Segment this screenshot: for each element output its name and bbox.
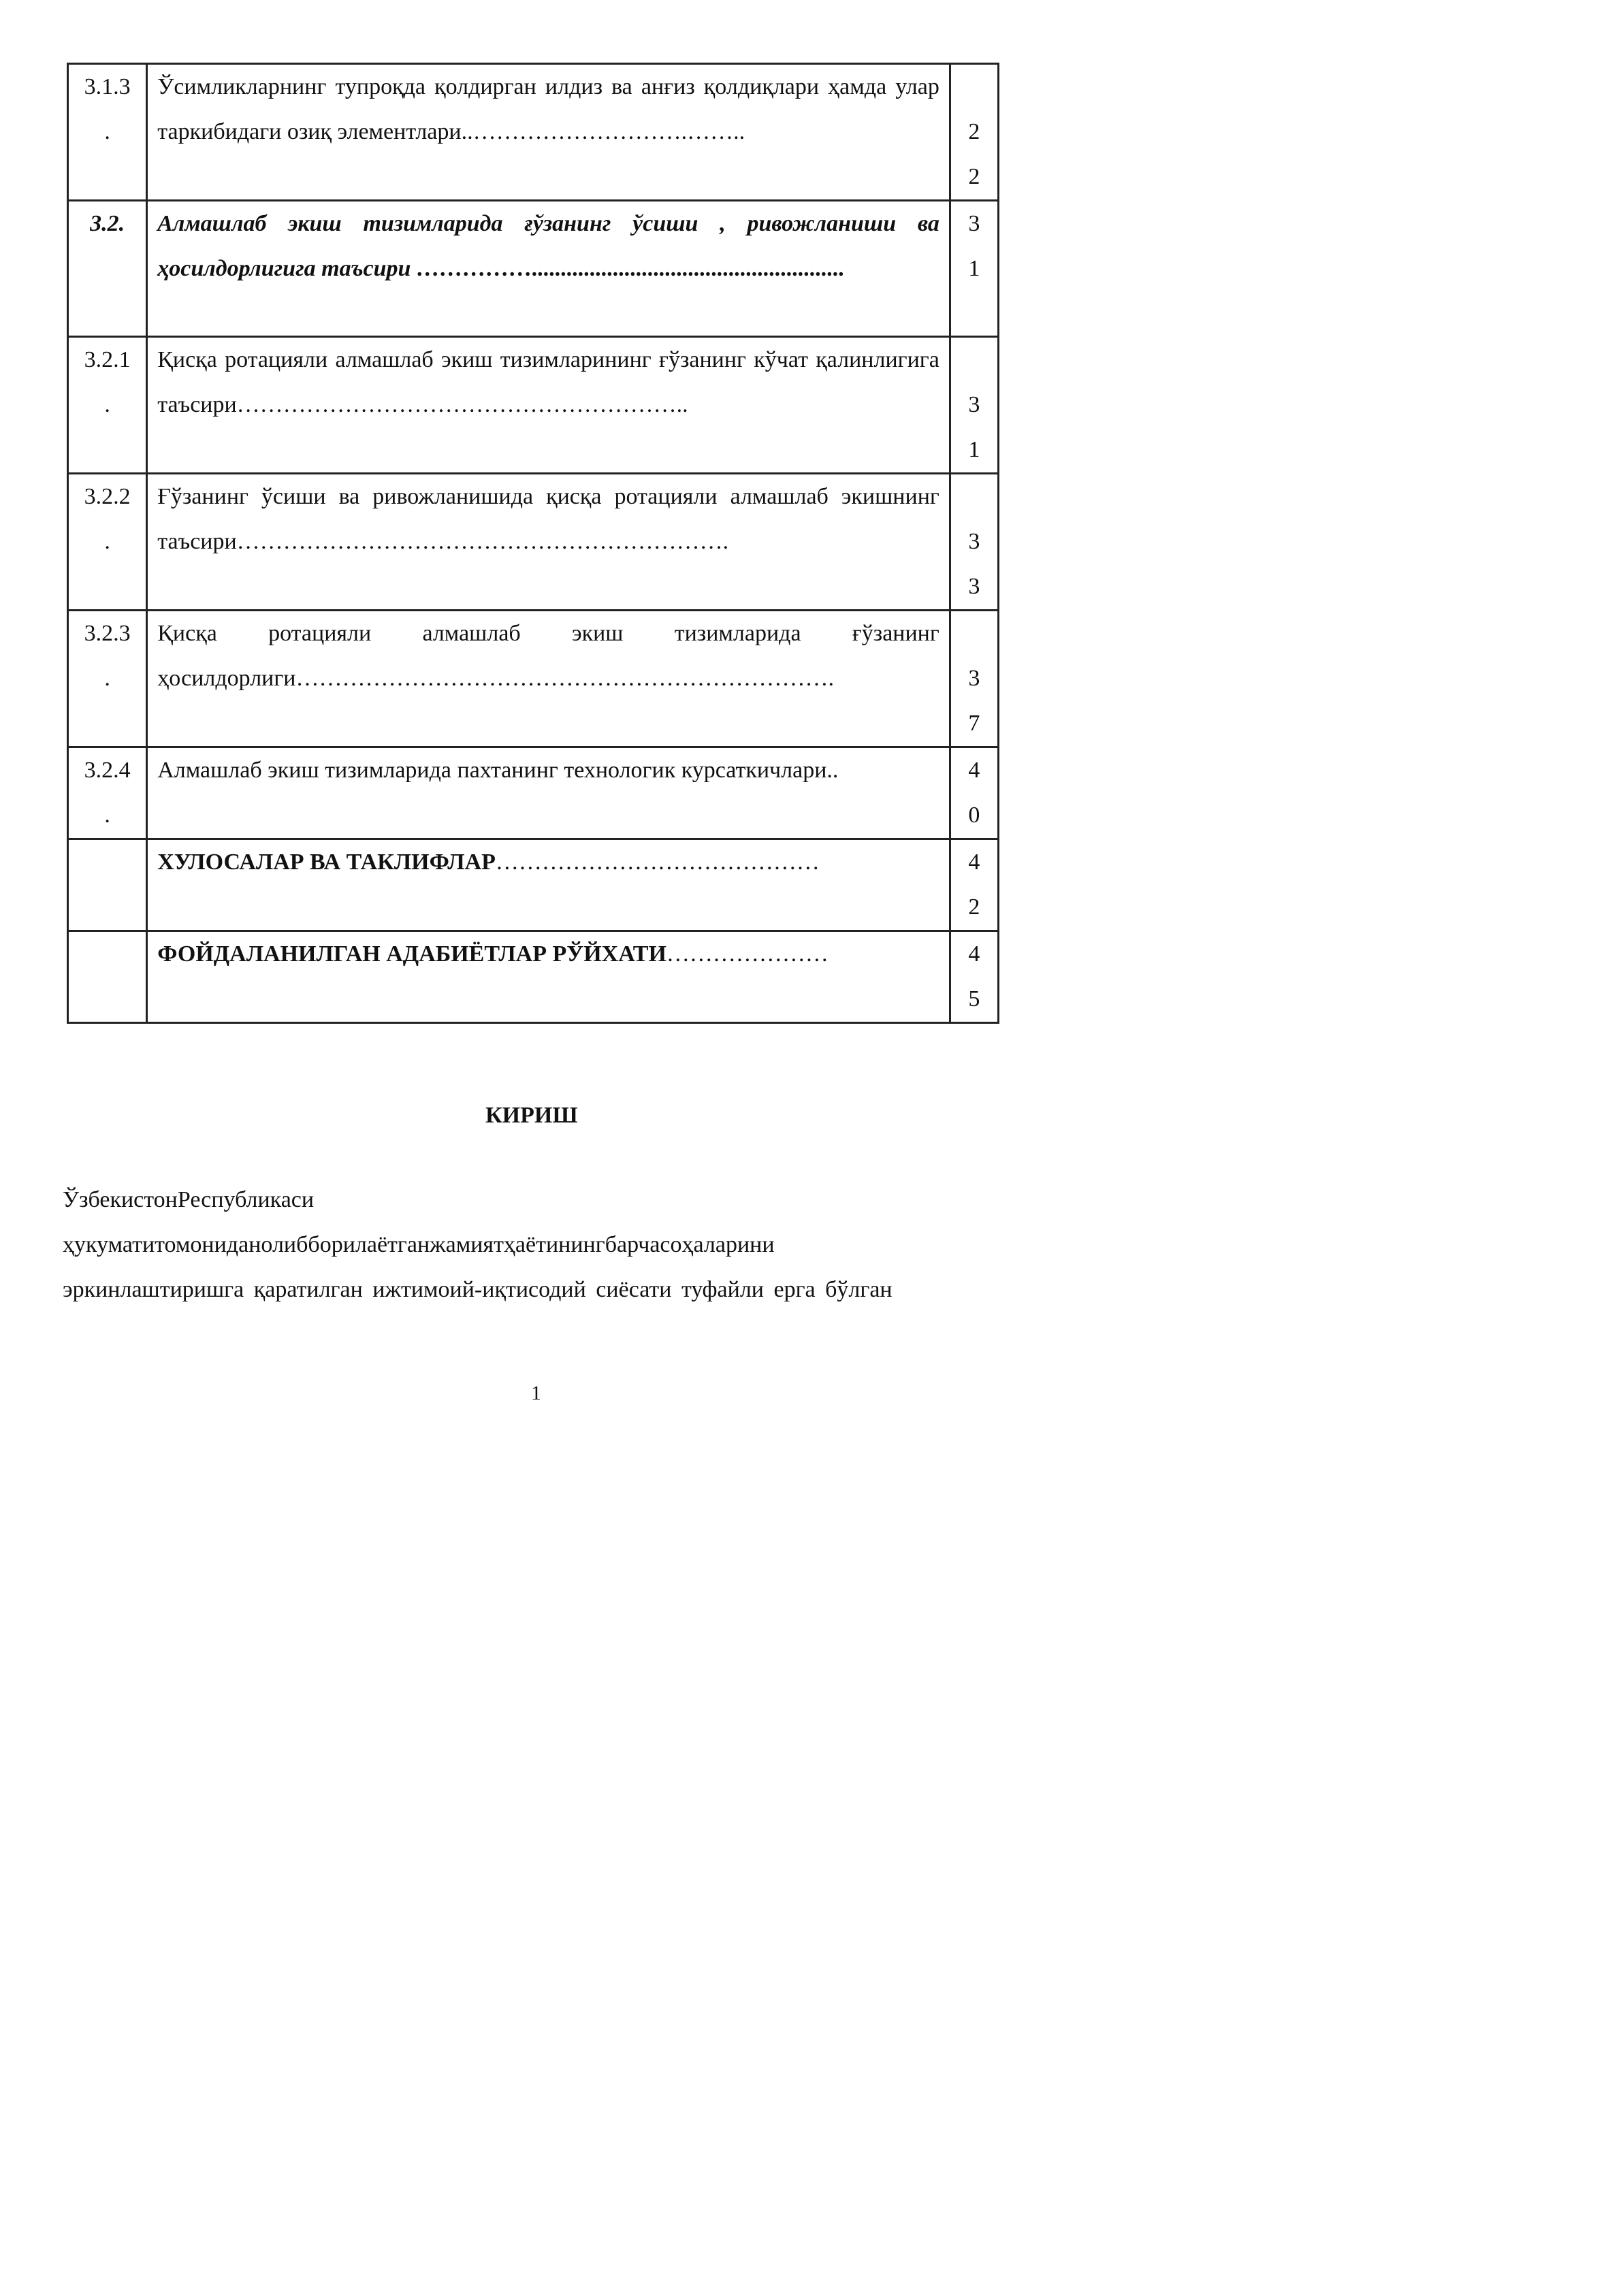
toc-row [68, 747, 999, 839]
toc-row-number [68, 931, 147, 1023]
toc-row-leader: ……………...................................................... [416, 256, 845, 281]
toc-row-page: 3 1 [950, 337, 998, 474]
toc-row [68, 201, 999, 337]
toc-row-page: 4 2 [950, 839, 998, 931]
toc-row-number: 3.2.4 . [68, 747, 147, 839]
toc-row-title: Қисқа ротацияли алмашлаб экиш тизимларида ғўзанинг ҳосилдорлиги……………………………………………………………. [147, 611, 950, 747]
toc-row-title [147, 201, 950, 337]
toc-row-number: 3.2.1 . [68, 337, 147, 474]
toc-row-title: Ғўзанинг ўсиши ва ривожланишида қисқа ротацияли алмашлаб экишнинг таъсири………………………………………………………. [147, 474, 950, 611]
toc-row-title [147, 931, 950, 1023]
toc-row-leader: …………………………………… [495, 850, 820, 875]
toc-row-page: 2 2 [950, 64, 998, 201]
intro-line: эркинлаштиришга қаратилган ижтимоий-иқтисодий сиёсати туфайли ерга бўлган [63, 1277, 893, 1302]
toc-row-number: 3.2.2 . [68, 474, 147, 611]
toc-row-title-text: ХУЛОСАЛАР ВА ТАКЛИФЛАР [157, 850, 496, 875]
section-heading: КИРИШ [485, 1103, 578, 1128]
toc-row-page: 3 3 [950, 474, 998, 611]
toc-row-leader: ………………… [666, 941, 829, 967]
toc-row [68, 474, 999, 611]
toc-row-title-text: ФОЙДАЛАНИЛГАН АДАБИЁТЛАР РЎЙХАТИ [157, 941, 666, 967]
toc-row-number [68, 839, 147, 931]
toc-row-number: 3.2. [68, 201, 147, 337]
toc-row [68, 611, 999, 747]
toc-row-title: Алмашлаб экиш тизимларида пахтанинг технологик курсаткичлари.. [147, 747, 950, 839]
toc-row [68, 931, 999, 1023]
toc-row-page: 4 5 [950, 931, 998, 1023]
intro-line: ЎзбекистонРеспубликаси [63, 1187, 315, 1212]
intro-line: ҳукуматитомониданолибборилаётганжамиятҳаётинингбарчасоҳаларини [63, 1232, 775, 1257]
toc-row-number: 3.1.3 . [68, 64, 147, 201]
toc-row [68, 337, 999, 474]
toc-row-page: 3 1 [950, 201, 998, 337]
toc-row-title: Ўсимликларнинг тупроқда қолдирган илдиз ва анғиз қолдиқлари ҳамда улар таркибидаги озиқ элементлари..……………………….…….. [147, 64, 950, 201]
toc-row-title: Қисқа ротацияли алмашлаб экиш тизимларининг ғўзанинг кўчат қалинлигига таъсири………………………………………………….. [147, 337, 950, 474]
toc-row-number: 3.2.3 . [68, 611, 147, 747]
toc-row-page: 4 0 [950, 747, 998, 839]
toc-row [68, 839, 999, 931]
toc-row-title [147, 839, 950, 931]
toc-row [68, 64, 999, 201]
intro-paragraph [63, 1178, 1016, 1312]
table-of-contents [67, 63, 999, 1024]
toc-row-page: 3 7 [950, 611, 998, 747]
toc-row-title-text: Алмашлаб экиш тизимларида ғўзанинг ўсиши , ривожланиши ва ҳосилдорлигига таъсири [157, 211, 939, 281]
page-number: 1 [531, 1382, 541, 1404]
